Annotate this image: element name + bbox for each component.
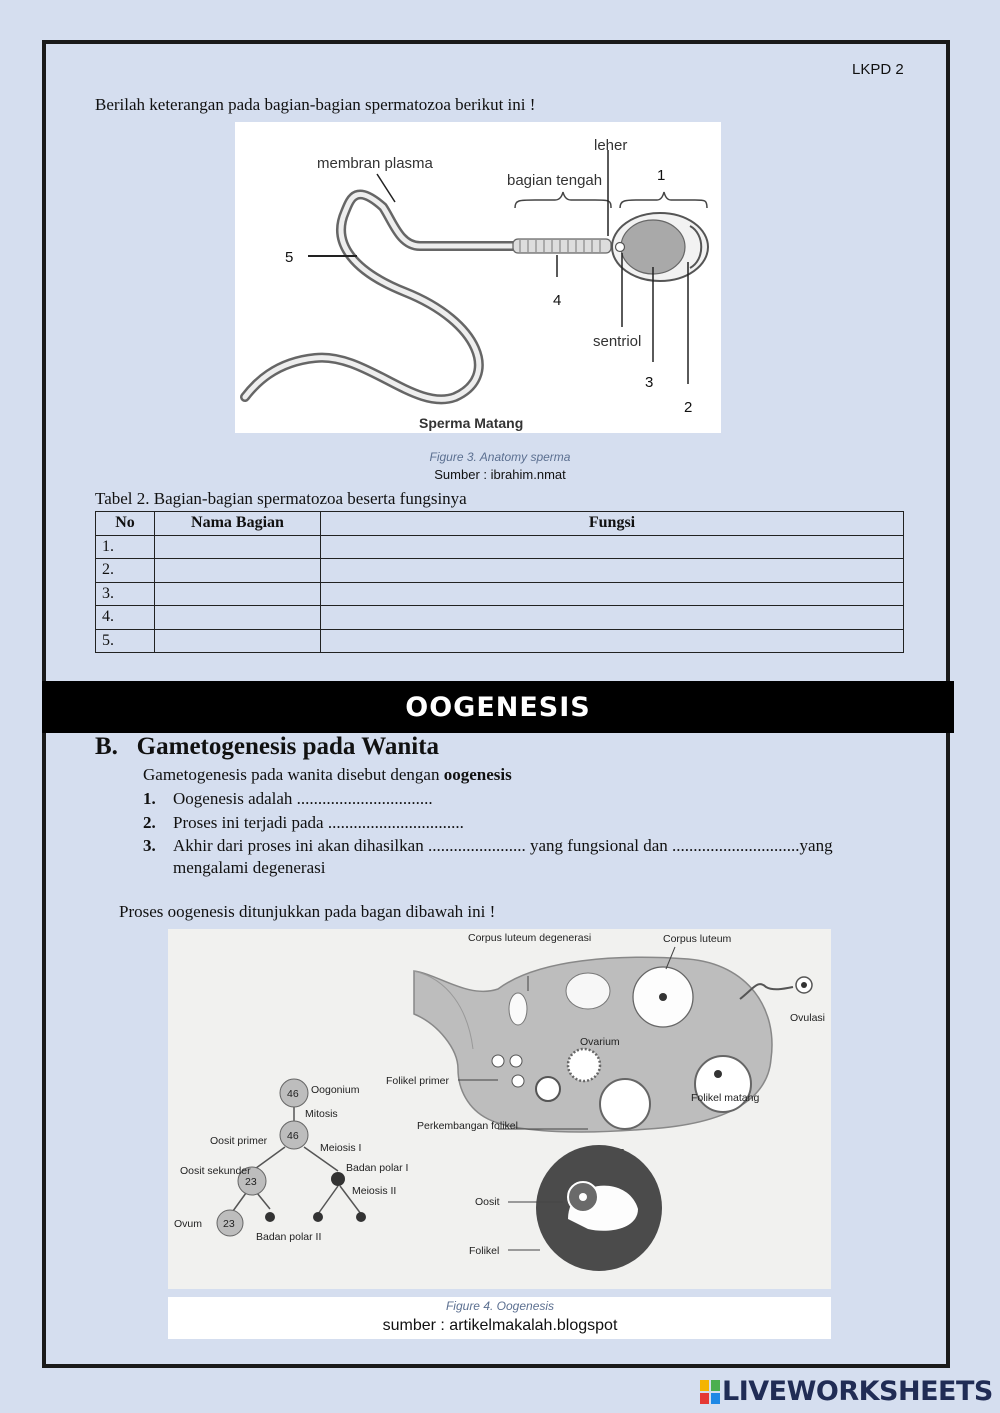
label-folikel: Folikel bbox=[469, 1245, 500, 1257]
label-chromosome-23-a: 23 bbox=[245, 1176, 257, 1188]
label-meiosis-2: Meiosis II bbox=[352, 1185, 397, 1197]
question-text[interactable]: Proses ini terjadi pada ................................ bbox=[173, 812, 464, 832]
liveworksheets-logo-icon bbox=[700, 1380, 720, 1404]
label-corpus-luteum-degenerasi: Corpus luteum degenerasi bbox=[468, 932, 592, 944]
intro-text: Gametogenesis pada wanita disebut dengan bbox=[143, 765, 444, 784]
label-sentriol: sentriol bbox=[593, 333, 642, 350]
table-header-row bbox=[96, 512, 904, 536]
label-corpus-luteum: Corpus luteum bbox=[663, 933, 732, 945]
section-banner: OOGENESIS bbox=[42, 681, 954, 733]
answer-fungsi[interactable] bbox=[321, 535, 904, 559]
oogenesis-figure-source: sumber : artikelmakalah.blogspot bbox=[382, 1317, 618, 1334]
label-badan-polar-2: Badan polar II bbox=[256, 1231, 322, 1243]
row-number: 3. bbox=[96, 582, 155, 606]
row-number: 5. bbox=[96, 629, 155, 653]
table-title: Tabel 2. Bagian-bagian spermatozoa beserta fungsinya bbox=[95, 489, 467, 508]
label-folikel-matang: Folikel matang bbox=[691, 1092, 760, 1104]
label-oosit: Oosit bbox=[475, 1196, 500, 1208]
table-row bbox=[96, 606, 904, 630]
question-item bbox=[143, 788, 903, 810]
instruction-text: Berilah keterangan pada bagian-bagian spermatozoa berikut ini ! bbox=[95, 95, 536, 114]
liveworksheets-brand[interactable]: LIVEWORKSHEETS bbox=[722, 1376, 993, 1407]
question-text[interactable]: Oogenesis adalah ................................ bbox=[173, 789, 433, 808]
answer-fungsi[interactable] bbox=[321, 559, 904, 583]
table-header-nama-bagian: Nama Bagian bbox=[155, 512, 321, 536]
question-item bbox=[143, 835, 903, 879]
oogenesis-figure bbox=[168, 929, 831, 1289]
question-number: 1. bbox=[143, 789, 156, 808]
label-oogonium: Oogonium bbox=[311, 1084, 360, 1096]
table-header-fungsi: Fungsi bbox=[321, 512, 904, 536]
label-bagian-tengah: bagian tengah bbox=[507, 172, 603, 189]
label-chromosome-23-b: 23 bbox=[223, 1218, 235, 1230]
answer-nama-bagian[interactable] bbox=[155, 606, 321, 630]
oogenesis-figure-caption: Figure 4. Oogenesis bbox=[445, 1299, 555, 1313]
worksheet-code: LKPD 2 bbox=[852, 61, 904, 78]
section-b-intro bbox=[143, 765, 512, 785]
label-chromosome-46-a: 46 bbox=[287, 1088, 299, 1100]
label-perkembangan-folikel: Perkembangan folikel bbox=[417, 1120, 518, 1132]
label-oosit-primer: Oosit primer bbox=[210, 1135, 268, 1147]
label-number-2: 2 bbox=[684, 399, 693, 416]
question-number: 2. bbox=[143, 812, 156, 832]
label-number-1: 1 bbox=[657, 167, 666, 184]
answer-nama-bagian[interactable] bbox=[155, 559, 321, 583]
section-b-title: B. Gametogenesis pada Wanita bbox=[95, 733, 440, 760]
table-row bbox=[96, 629, 904, 653]
label-number-5: 5 bbox=[285, 249, 294, 266]
question-item bbox=[143, 812, 903, 834]
question-number: 3. bbox=[143, 836, 156, 855]
label-number-3: 3 bbox=[645, 374, 654, 391]
label-leher: leher bbox=[594, 137, 628, 154]
label-number-4: 4 bbox=[553, 292, 562, 309]
label-folikel-primer: Folikel primer bbox=[386, 1075, 450, 1087]
label-membran-plasma: membran plasma bbox=[317, 155, 433, 172]
row-number: 1. bbox=[96, 535, 155, 559]
table-row bbox=[96, 535, 904, 559]
label-meiosis-1: Meiosis I bbox=[320, 1142, 362, 1154]
sperm-anatomy-figure bbox=[235, 122, 721, 433]
table-row bbox=[96, 559, 904, 583]
label-oosit-sekunder: Oosit sekunder bbox=[180, 1165, 251, 1177]
label-mitosis: Mitosis bbox=[305, 1108, 338, 1120]
answer-fungsi[interactable] bbox=[321, 606, 904, 630]
process-text: Proses oogenesis ditunjukkan pada bagan dibawah ini ! bbox=[119, 902, 496, 921]
answer-fungsi[interactable] bbox=[321, 629, 904, 653]
label-chromosome-46-b: 46 bbox=[287, 1130, 299, 1142]
table-header-no: No bbox=[96, 512, 155, 536]
row-number: 4. bbox=[96, 606, 155, 630]
sperm-figure-caption: Figure 3. Anatomy sperma bbox=[429, 450, 571, 464]
sperm-parts-table bbox=[95, 511, 904, 653]
label-ovulasi: Ovulasi bbox=[790, 1012, 826, 1024]
label-ovum: Ovum bbox=[174, 1218, 203, 1230]
label-badan-polar-1: Badan polar I bbox=[346, 1162, 409, 1174]
answer-nama-bagian[interactable] bbox=[155, 582, 321, 606]
sperm-figure-source: Sumber : ibrahim.nmat bbox=[434, 467, 566, 482]
row-number: 2. bbox=[96, 559, 155, 583]
answer-fungsi[interactable] bbox=[321, 582, 904, 606]
question-list bbox=[143, 788, 903, 881]
label-figure-title: Sperma Matang bbox=[419, 415, 524, 431]
question-text[interactable]: Akhir dari proses ini akan dihasilkan ....................... yang fungsional dan ..............................yang mengalami degenerasi bbox=[173, 836, 833, 877]
answer-nama-bagian[interactable] bbox=[155, 629, 321, 653]
table-row bbox=[96, 582, 904, 606]
answer-nama-bagian[interactable] bbox=[155, 535, 321, 559]
label-ovarium: Ovarium bbox=[580, 1036, 620, 1048]
intro-bold-term: oogenesis bbox=[443, 765, 512, 784]
